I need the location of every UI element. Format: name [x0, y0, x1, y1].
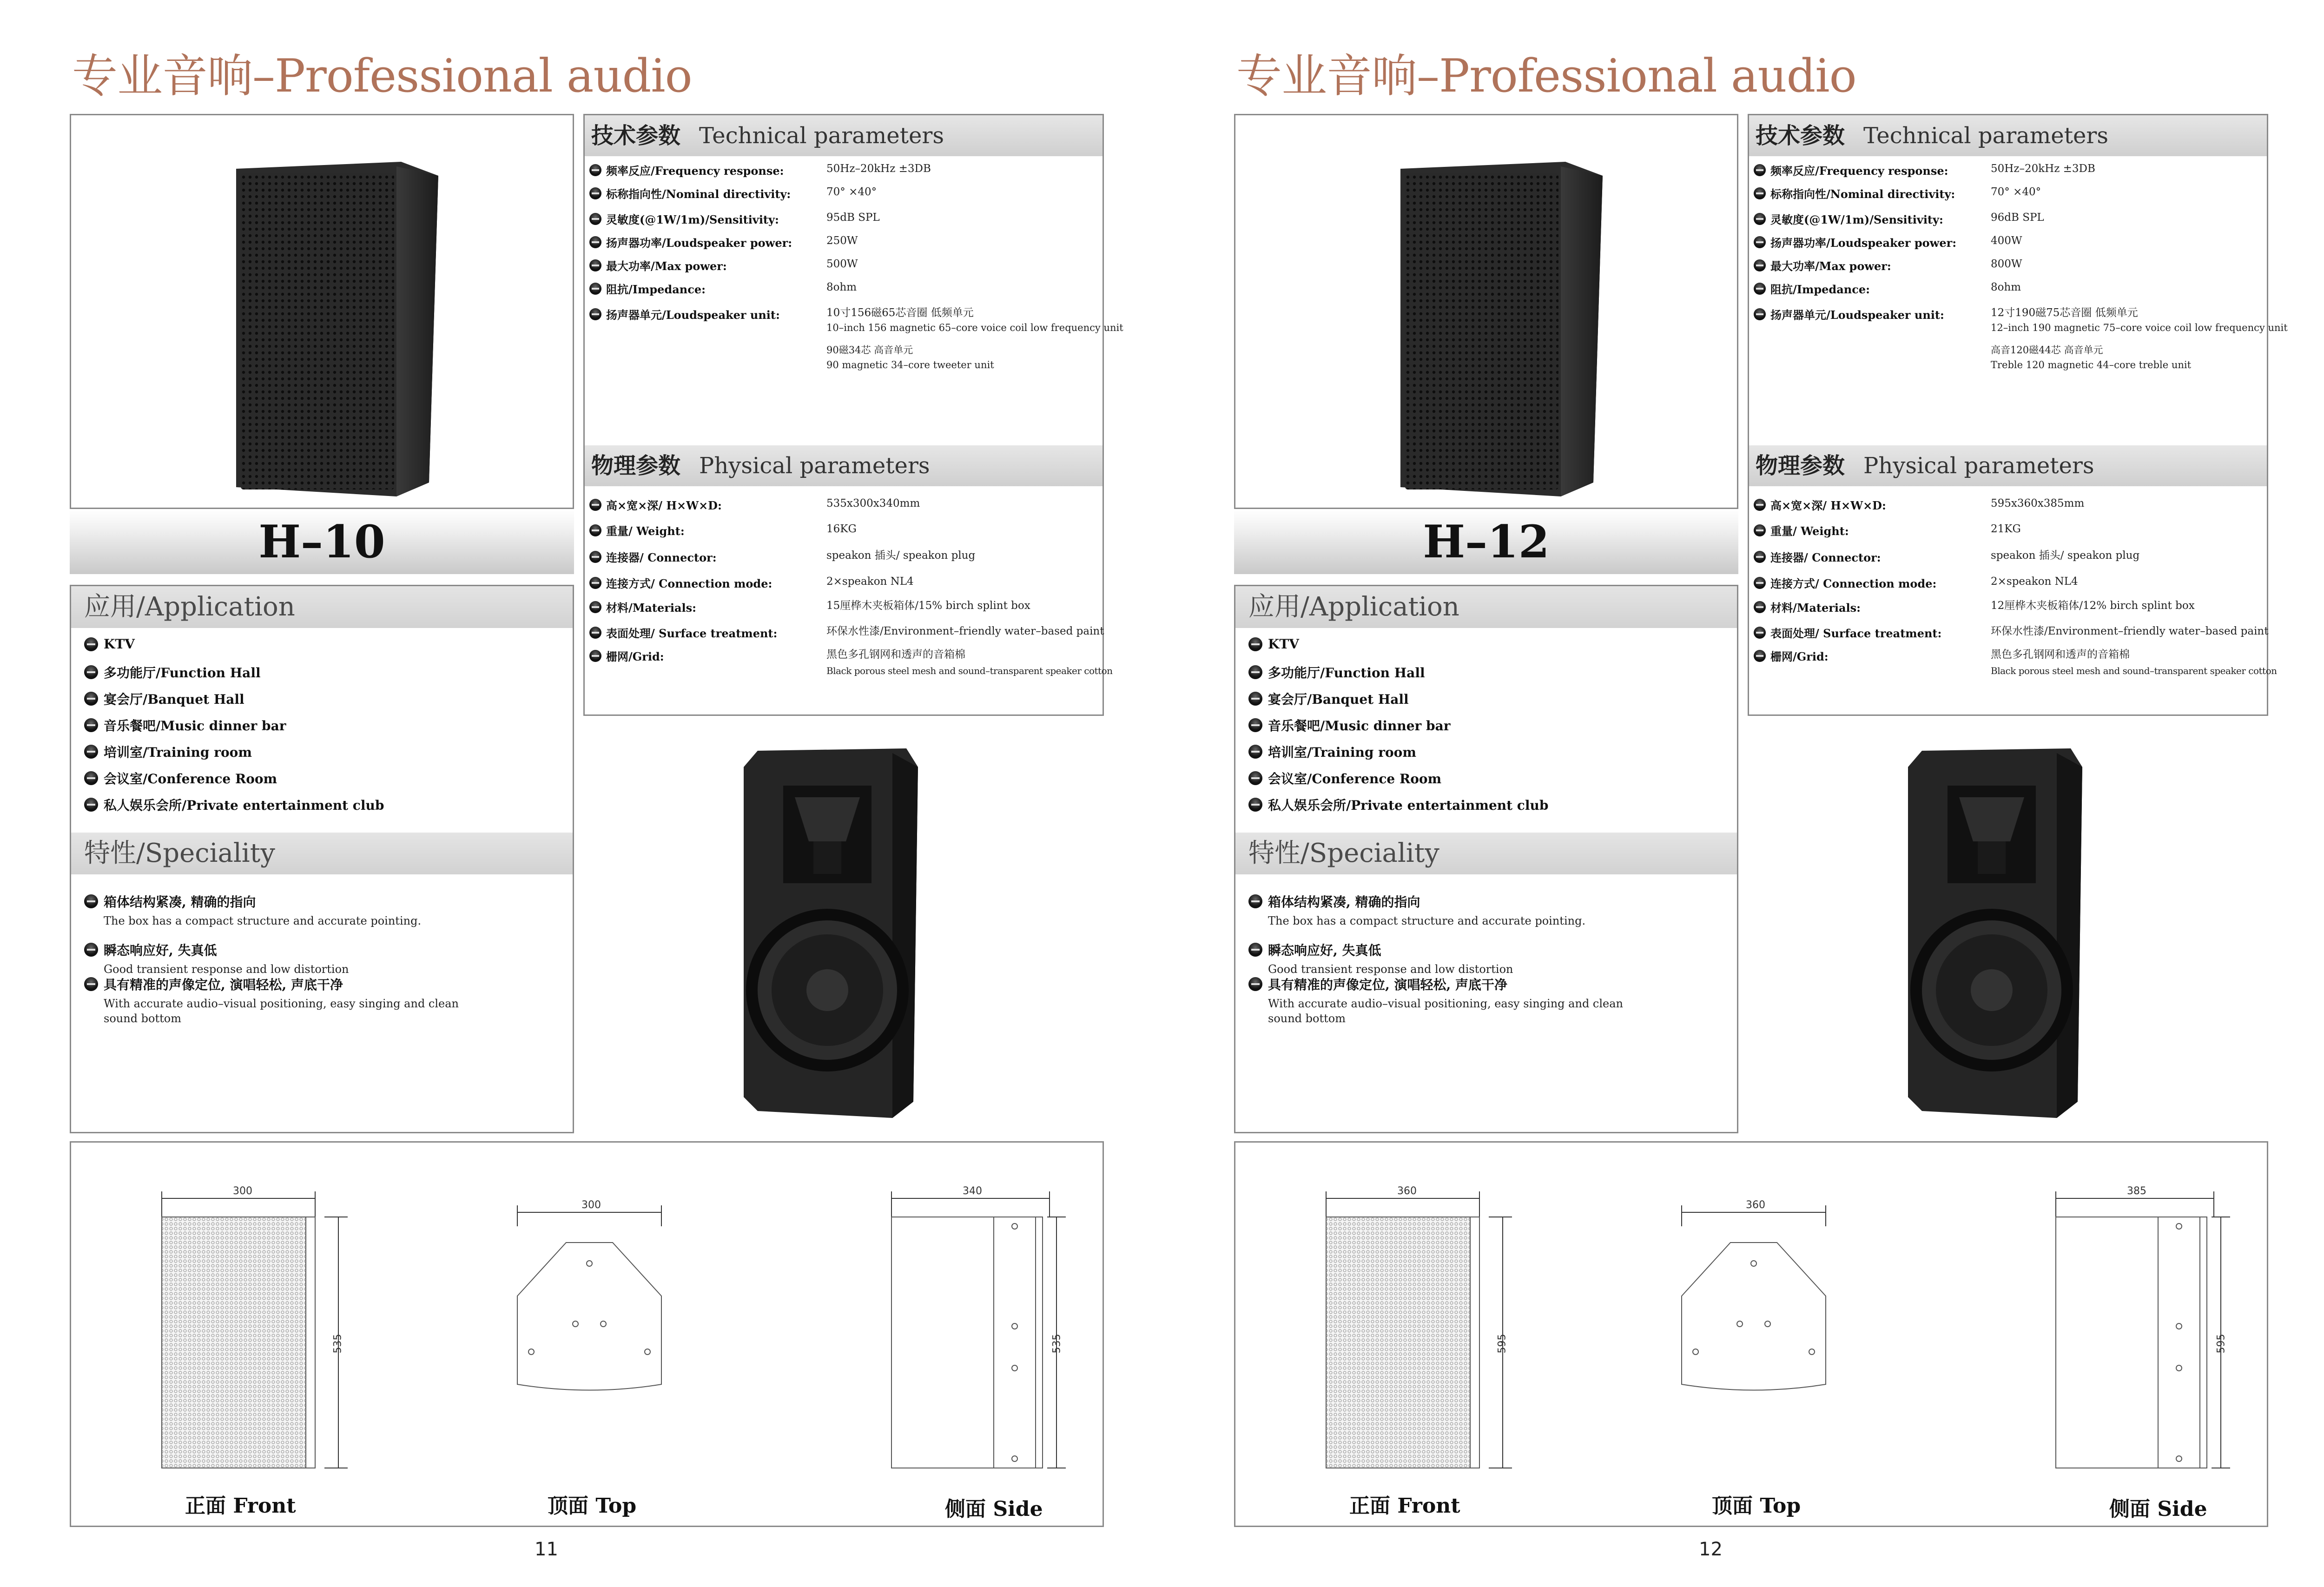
- parameter-label: 最大功率/Max power:: [606, 259, 727, 273]
- application-item-label: 音乐餐吧/Music dinner bar: [1268, 718, 1451, 734]
- application-item-label: KTV: [1268, 636, 1299, 652]
- bullet-icon: [1248, 692, 1262, 706]
- bullet-icon: [84, 665, 98, 679]
- bullet-icon: [589, 551, 601, 563]
- bullet-icon: [1754, 283, 1766, 295]
- parameter-value: 环保水性漆/Environment–friendly water–based paint: [1991, 625, 2269, 637]
- parameter-value: 12寸190磁75芯音圈 低频单元: [1991, 307, 2138, 319]
- bullet-icon: [1754, 236, 1766, 248]
- parameter-value: Black porous steel mesh and sound–transparent speaker cotton: [826, 665, 1113, 676]
- application-item: [1248, 742, 1416, 761]
- parameter-label: 扬声器单元/Loudspeaker unit:: [1770, 308, 1944, 322]
- front-view-label: 正面 Front: [185, 1494, 296, 1518]
- parameter-value: speakon 插头/ speakon plug: [1991, 549, 2140, 562]
- bullet-icon: [1248, 771, 1262, 785]
- side-view-label: 侧面 Side: [945, 1497, 1043, 1521]
- application-item: [1248, 769, 1441, 787]
- application-heading: 应用/Application: [1235, 586, 1737, 628]
- parameter-label: 表面处理/ Surface treatment:: [606, 627, 778, 640]
- parameter-label: 灵敏度(@1W/1m)/Sensitivity:: [1770, 213, 1943, 226]
- parameter-value: 70° ×40°: [826, 186, 877, 198]
- bullet-icon: [1248, 718, 1262, 732]
- side-height-dimension: 535: [1051, 1334, 1063, 1354]
- page-number: 11: [535, 1539, 558, 1560]
- application-item-label: 私人娱乐会所/Private entertainment club: [1268, 798, 1549, 813]
- parameter-label: 扬声器功率/Loudspeaker power:: [606, 236, 792, 250]
- front-view-drawing: [1326, 1191, 1512, 1468]
- application-item-label: 会议室/Conference Room: [104, 771, 277, 787]
- application-item-label: 私人娱乐会所/Private entertainment club: [104, 798, 384, 813]
- bullet-icon: [84, 771, 98, 785]
- parameter-value: Black porous steel mesh and sound–transparent speaker cotton: [1991, 665, 2277, 676]
- parameter-value: 595x360x385mm: [1991, 497, 2085, 509]
- application-speciality-panel: [70, 585, 574, 1133]
- parameter-value: 12–inch 190 magnetic 75–core voice coil low frequency unit: [1991, 322, 2288, 333]
- bullet-icon: [84, 745, 98, 759]
- bullet-icon: [84, 692, 98, 706]
- bullet-icon: [84, 943, 98, 957]
- bullet-icon: [1248, 745, 1262, 759]
- application-item: [84, 663, 261, 681]
- top-view-drawing: [517, 1205, 661, 1390]
- parameter-label: 阻抗/Impedance:: [606, 283, 706, 296]
- side-view-drawing: [2056, 1191, 2230, 1468]
- parameter-label: 扬声器单元/Loudspeaker unit:: [606, 308, 780, 322]
- speciality-item-title: 具有精准的声像定位, 演唱轻松, 声底干净: [104, 977, 343, 992]
- speciality-item-description: sound bottom: [104, 1012, 181, 1025]
- parameter-value: 黑色多孔钢网和透声的音箱棉: [826, 648, 965, 661]
- product-photo-frame: [70, 114, 574, 509]
- speaker-driver-photo: [739, 748, 920, 1120]
- parameter-label: 连接器/ Connector:: [1770, 551, 1881, 564]
- speciality-item-description: With accurate audio–visual positioning, easy singing and clean: [1268, 997, 1624, 1010]
- speciality-item-title: 瞬态响应好, 失真低: [1268, 943, 1381, 958]
- parameter-value: 12厘桦木夹板箱体/12% birch splint box: [1991, 600, 2195, 612]
- technical-drawings-panel: [70, 1141, 1104, 1527]
- parameters-panel: [1748, 114, 2288, 716]
- bullet-icon: [589, 308, 601, 320]
- parameter-label: 连接器/ Connector:: [606, 551, 717, 564]
- side-depth-dimension: 385: [2127, 1185, 2146, 1197]
- parameter-label: 阻抗/Impedance:: [1770, 283, 1870, 296]
- bullet-icon: [84, 718, 98, 732]
- front-width-dimension: 360: [1397, 1185, 1417, 1197]
- front-height-dimension: 535: [332, 1334, 344, 1354]
- parameter-value: 90 magnetic 34–core tweeter unit: [826, 359, 994, 370]
- bullet-icon: [1754, 577, 1766, 589]
- bullet-icon: [1248, 665, 1262, 679]
- speaker-driver-photo: [1903, 748, 2085, 1120]
- bullet-icon: [589, 283, 601, 295]
- bullet-icon: [1248, 943, 1262, 957]
- page-title: 专业音响–Professional audio: [1236, 50, 1856, 103]
- parameter-value: 400W: [1991, 235, 2022, 247]
- model-name: H–12: [1234, 509, 1738, 574]
- physical-parameters-heading: 物理参数 Physical parameters: [585, 445, 1103, 486]
- speciality-item-description: The box has a compact structure and accurate pointing.: [1268, 914, 1586, 927]
- application-item: [84, 742, 252, 761]
- parameter-label: 材料/Materials:: [606, 601, 697, 615]
- parameter-value: 50Hz–20kHz ±3DB: [1991, 163, 2095, 175]
- top-view-label: 顶面 Top: [1712, 1494, 1801, 1518]
- parameter-value: 50Hz–20kHz ±3DB: [826, 163, 931, 175]
- speaker-front-photo: [71, 115, 573, 508]
- application-item-label: 宴会厅/Banquet Hall: [104, 692, 244, 707]
- parameter-value: 2×speakon NL4: [1991, 575, 2078, 588]
- front-width-dimension: 300: [233, 1185, 252, 1197]
- bullet-icon: [589, 499, 601, 511]
- application-item-label: 培训室/Training room: [104, 745, 252, 760]
- bullet-icon: [589, 524, 601, 536]
- speciality-item-description: Good transient response and low distortion: [104, 963, 349, 976]
- parameter-value: 15厘桦木夹板箱体/15% birch splint box: [826, 600, 1030, 612]
- parameter-value: 2×speakon NL4: [826, 575, 914, 588]
- bullet-icon: [589, 164, 601, 176]
- speaker-front-photo: [1235, 115, 1737, 508]
- application-item-label: 培训室/Training room: [1268, 745, 1416, 760]
- top-view-label: 顶面 Top: [548, 1494, 637, 1518]
- front-view-drawing: [162, 1191, 348, 1468]
- parameter-value: 70° ×40°: [1991, 186, 2041, 198]
- parameter-label: 表面处理/ Surface treatment:: [1770, 627, 1942, 640]
- bullet-icon: [589, 213, 601, 225]
- application-item-label: 宴会厅/Banquet Hall: [1268, 692, 1409, 707]
- application-item-label: 音乐餐吧/Music dinner bar: [104, 718, 286, 734]
- parameter-label: 材料/Materials:: [1770, 601, 1861, 615]
- parameter-value: 96dB SPL: [1991, 212, 2044, 224]
- bullet-icon: [1754, 650, 1766, 662]
- bullet-icon: [589, 236, 601, 248]
- application-item-label: KTV: [104, 636, 135, 652]
- application-item-label: 会议室/Conference Room: [1268, 771, 1442, 787]
- speciality-item-title: 瞬态响应好, 失真低: [104, 943, 217, 958]
- bullet-icon: [1754, 524, 1766, 536]
- model-name: H–10: [70, 509, 574, 574]
- parameter-label: 高×宽×深/ H×W×D:: [606, 499, 722, 512]
- speciality-item-description: With accurate audio–visual positioning, easy singing and clean: [104, 997, 459, 1010]
- speciality-item: [84, 892, 256, 911]
- parameter-value: 90磁34芯 高音单元: [826, 344, 913, 356]
- speciality-item-description: The box has a compact structure and accurate pointing.: [104, 914, 422, 927]
- parameter-label: 频率反应/Frequency response:: [1770, 164, 1948, 178]
- speciality-item: [1248, 975, 1507, 993]
- application-item: [84, 769, 277, 787]
- parameter-value: 16KG: [826, 523, 857, 535]
- parameter-label: 栅网/Grid:: [1770, 650, 1829, 663]
- parameter-value: 环保水性漆/Environment–friendly water–based paint: [826, 625, 1104, 637]
- bullet-icon: [589, 601, 601, 613]
- parameter-value: 黑色多孔钢网和透声的音箱棉: [1991, 648, 2130, 661]
- application-item: [84, 716, 286, 734]
- application-item: [1248, 636, 1299, 652]
- bullet-icon: [1248, 977, 1262, 991]
- top-width-dimension: 360: [1746, 1199, 1765, 1211]
- bullet-icon: [1248, 894, 1262, 908]
- side-view-label: 侧面 Side: [2109, 1497, 2207, 1521]
- application-item: [1248, 795, 1548, 814]
- catalog-page: [1164, 0, 2324, 1587]
- bullet-icon: [589, 627, 601, 639]
- application-item-label: 多功能厅/Function Hall: [1268, 665, 1425, 681]
- parameter-value: 10寸156磁65芯音圈 低频单元: [826, 307, 974, 319]
- speciality-item-description: sound bottom: [1268, 1012, 1346, 1025]
- application-item: [1248, 716, 1451, 734]
- application-item: [84, 689, 244, 708]
- bullet-icon: [589, 259, 601, 271]
- application-speciality-panel: [1234, 585, 1738, 1133]
- bullet-icon: [589, 577, 601, 589]
- parameter-value: 800W: [1991, 258, 2022, 270]
- physical-parameters-heading: 物理参数 Physical parameters: [1749, 445, 2267, 486]
- speciality-heading: 特性/Speciality: [71, 833, 573, 874]
- parameter-value: 10–inch 156 magnetic 65–core voice coil low frequency unit: [826, 322, 1123, 333]
- speciality-item-description: Good transient response and low distortion: [1268, 963, 1513, 976]
- parameter-value: 535x300x340mm: [826, 497, 920, 509]
- parameter-value: 95dB SPL: [826, 212, 880, 224]
- top-width-dimension: 300: [581, 1199, 601, 1211]
- parameter-label: 连接方式/ Connection mode:: [1770, 577, 1937, 590]
- parameter-value: 8ohm: [1991, 281, 2021, 293]
- bullet-icon: [1754, 601, 1766, 613]
- parameter-value: 21KG: [1991, 523, 2021, 535]
- bullet-icon: [84, 637, 98, 651]
- bullet-icon: [1754, 627, 1766, 639]
- bullet-icon: [84, 798, 98, 812]
- parameter-label: 最大功率/Max power:: [1770, 259, 1891, 273]
- parameter-value: 500W: [826, 258, 858, 270]
- speciality-item-title: 箱体结构紧凑, 精确的指向: [1268, 894, 1420, 910]
- bullet-icon: [1754, 164, 1766, 176]
- speciality-item: [84, 975, 343, 993]
- side-depth-dimension: 340: [963, 1185, 982, 1197]
- page-title: 专业音响–Professional audio: [72, 50, 692, 103]
- parameter-label: 标称指向性/Nominal directivity:: [1770, 187, 1955, 201]
- parameter-value: 高音120磁44芯 高音单元: [1991, 344, 2103, 356]
- parameter-label: 频率反应/Frequency response:: [606, 164, 784, 178]
- bullet-icon: [1248, 637, 1262, 651]
- parameter-label: 扬声器功率/Loudspeaker power:: [1770, 236, 1957, 250]
- front-view-label: 正面 Front: [1349, 1494, 1460, 1518]
- product-photo-frame: [1234, 114, 1738, 509]
- speciality-item: [1248, 892, 1420, 911]
- bullet-icon: [84, 894, 98, 908]
- technical-parameters-heading: 技术参数 Technical parameters: [585, 115, 1103, 156]
- bullet-icon: [589, 187, 601, 199]
- application-heading: 应用/Application: [71, 586, 573, 628]
- parameter-value: 8ohm: [826, 281, 857, 293]
- application-item: [84, 636, 135, 652]
- application-item: [1248, 663, 1425, 681]
- speciality-item-title: 具有精准的声像定位, 演唱轻松, 声底干净: [1268, 977, 1507, 992]
- bullet-icon: [1248, 798, 1262, 812]
- parameter-label: 高×宽×深/ H×W×D:: [1770, 499, 1886, 512]
- page-number: 12: [1699, 1539, 1723, 1560]
- application-item-label: 多功能厅/Function Hall: [104, 665, 261, 681]
- bullet-icon: [1754, 551, 1766, 563]
- speciality-heading: 特性/Speciality: [1235, 833, 1737, 874]
- parameter-value: 250W: [826, 235, 858, 247]
- front-height-dimension: 595: [1496, 1334, 1508, 1354]
- bullet-icon: [1754, 187, 1766, 199]
- application-item: [84, 795, 384, 814]
- bullet-icon: [1754, 499, 1766, 511]
- bullet-icon: [1754, 259, 1766, 271]
- speciality-item: [84, 940, 217, 959]
- technical-drawings-panel: [1234, 1141, 2268, 1527]
- parameter-label: 栅网/Grid:: [606, 650, 664, 663]
- bullet-icon: [589, 650, 601, 662]
- bullet-icon: [1754, 213, 1766, 225]
- parameter-label: 重量/ Weight:: [606, 524, 685, 538]
- top-view-drawing: [1682, 1205, 1826, 1390]
- parameter-value: Treble 120 magnetic 44–core treble unit: [1991, 359, 2192, 370]
- speciality-item-title: 箱体结构紧凑, 精确的指向: [104, 894, 256, 910]
- side-height-dimension: 595: [2215, 1334, 2227, 1354]
- bullet-icon: [1754, 308, 1766, 320]
- parameter-label: 灵敏度(@1W/1m)/Sensitivity:: [606, 213, 779, 226]
- bullet-icon: [84, 977, 98, 991]
- parameter-label: 连接方式/ Connection mode:: [606, 577, 772, 590]
- side-view-drawing: [891, 1191, 1066, 1468]
- parameter-label: 标称指向性/Nominal directivity:: [606, 187, 791, 201]
- technical-parameters-heading: 技术参数 Technical parameters: [1749, 115, 2267, 156]
- speciality-item: [1248, 940, 1381, 959]
- parameter-label: 重量/ Weight:: [1770, 524, 1849, 538]
- application-item: [1248, 689, 1409, 708]
- parameter-value: speakon 插头/ speakon plug: [826, 549, 976, 562]
- parameters-panel: [583, 114, 1123, 716]
